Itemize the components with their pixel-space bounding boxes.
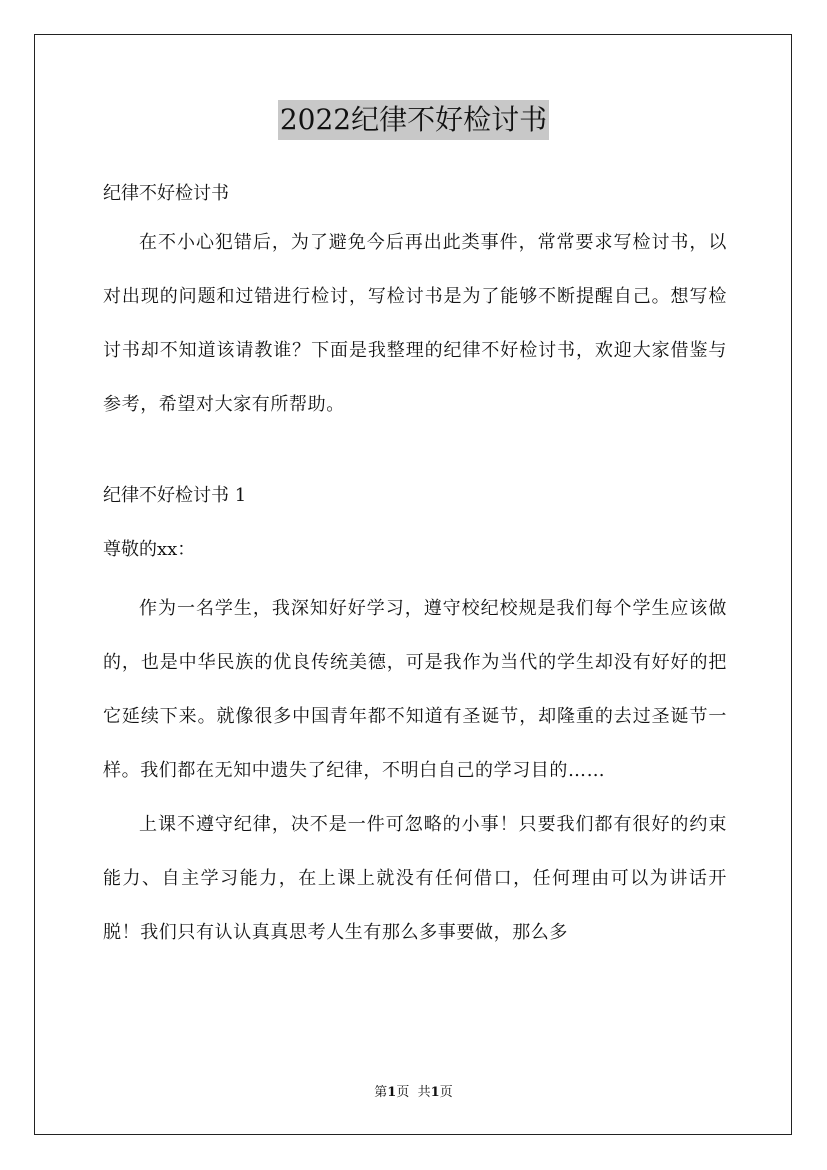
total-pages: 1 (430, 1085, 440, 1100)
page-prefix: 第 (374, 1085, 388, 1100)
title-container (0, 100, 827, 140)
salutation: 尊敬的xx： (103, 539, 196, 560)
body-paragraph: 作为一名学生，我深知好好学习，遵守校纪校规是我们每个学生应该做的，也是中华民族的优良传统美德，可是我作为当代的学生却没有好好的把它延续下来。就像很多中国青年都不知道有圣诞节，却隆重的去过圣诞节一样。我们都在无知中遗失了纪律，不明白自己的学习目的…… (103, 598, 727, 781)
intro-heading: 纪律不好检讨书 (103, 183, 229, 204)
body-paragraph: 上课不遵守纪律，决不是一件可忽略的小事！只要我们都有很好的约束能力、自主学习能力，在上课上就没有任何借口，任何理由可以为讲话开脱！我们只有认认真真思考人生有那么多事要做，那么多 (103, 814, 727, 943)
page-suffix: 页 (396, 1085, 410, 1100)
total-prefix: 共 (417, 1085, 431, 1100)
document-body (103, 176, 727, 960)
total-suffix: 页 (439, 1085, 453, 1100)
page-number: 1 (387, 1085, 397, 1100)
page-footer (0, 1084, 827, 1102)
intro-paragraph: 在不小心犯错后，为了避免今后再出此类事件，常常要求写检讨书，以对出现的问题和过错进行检讨，写检讨书是为了能够不断提醒自己。想写检讨书却不知道该请教谁？下面是我整理的纪律不好检讨书，欢迎大家借鉴与参考，希望对大家有所帮助。 (103, 232, 727, 415)
section-heading: 纪律不好检讨书 1 (103, 485, 247, 506)
document-title: 2022纪律不好检讨书 (278, 100, 549, 140)
